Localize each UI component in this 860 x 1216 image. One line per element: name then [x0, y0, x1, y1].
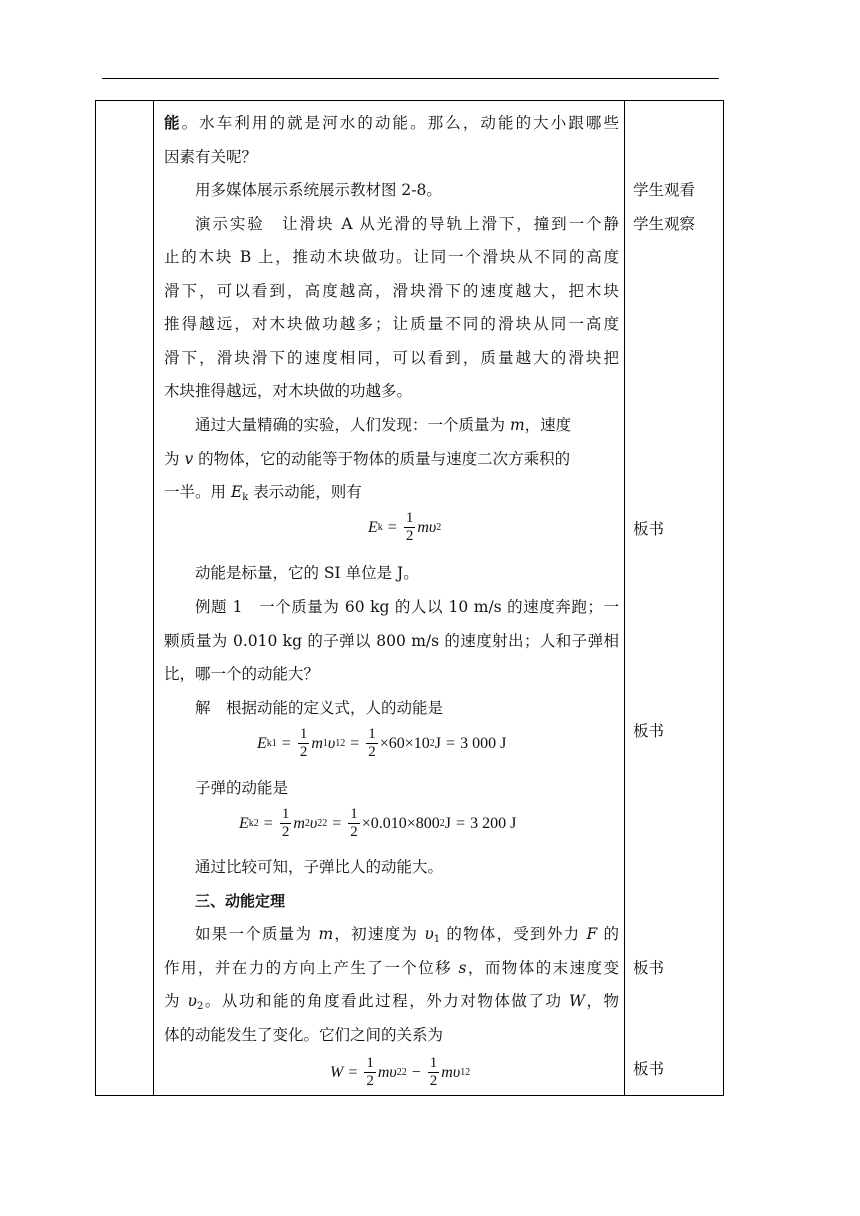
denominator: 2 [350, 824, 358, 840]
text: ，物 [584, 992, 619, 1010]
subscript: k [377, 522, 383, 533]
math-symbol: mυ [441, 1063, 461, 1081]
paragraph-line: 因素有关呢？ [164, 148, 258, 166]
text: 为 [164, 450, 185, 468]
side-note: 板书 [633, 520, 665, 538]
side-note: 学生观察 [633, 215, 696, 233]
paragraph-line: 滑下，可以看到，高度越高，滑块滑下的速度越大，把木块 [164, 282, 619, 300]
text: 如果一个质量为 [195, 925, 319, 943]
subscript: k2 [248, 818, 259, 829]
paragraph-line [164, 482, 362, 508]
text: 一半。用 [164, 483, 231, 501]
text: ，初速度为 [333, 925, 425, 943]
side-note: 板书 [633, 959, 665, 977]
operator: = [387, 518, 397, 536]
side-note: 板书 [633, 1060, 665, 1078]
fraction [348, 806, 360, 841]
subscript: 1 [335, 738, 341, 749]
operator: = [446, 734, 456, 752]
superscript: 2 [436, 522, 442, 533]
unit: J [444, 814, 452, 832]
paragraph-line: 例题 1 一个质量为 60 kg 的人以 10 m/s 的速度奔跑；一 [195, 598, 619, 616]
math-symbol: W [568, 992, 585, 1010]
text: ，而物体的末速度变 [466, 959, 619, 977]
subscript: 1 [322, 738, 328, 749]
operator: = [281, 734, 291, 752]
subscript: 1 [460, 1067, 466, 1078]
paragraph-line: 滑下，滑块滑下的速度相同，可以看到，质量越大的滑块把 [164, 349, 619, 367]
paragraph-line: 用多媒体展示系统展示教材图 2-8。 [195, 181, 442, 199]
math-symbol: υ [424, 925, 434, 943]
operator: = [263, 814, 273, 832]
paragraph-line: 动能是标量，它的 SI 单位是 J。 [195, 564, 419, 582]
math-symbol: s [458, 959, 467, 977]
operator: = [332, 814, 342, 832]
text: 的物体，受到外力 [440, 925, 587, 943]
superscript: 2 [401, 1067, 407, 1078]
math-symbol: m [318, 925, 334, 943]
fraction [298, 726, 310, 761]
fraction [404, 510, 416, 545]
subscript: 2 [396, 1067, 402, 1078]
column-divider-right [624, 100, 625, 1096]
math-symbol: mυ [377, 1063, 397, 1081]
superscript: 2 [340, 738, 346, 749]
math-symbol: E [230, 483, 243, 501]
math-symbol: mυ [417, 518, 437, 536]
formula-bullet-energy [239, 806, 516, 841]
paragraph-line: 解 根据动能的定义式，人的动能是 [195, 699, 444, 717]
result: 3 000 J [460, 734, 507, 752]
denominator: 2 [366, 1073, 374, 1089]
math-text: ×60×10 [379, 734, 430, 752]
operator: = [348, 1063, 358, 1081]
operator: = [350, 734, 360, 752]
denominator: 2 [281, 824, 290, 840]
text: 的物体，它的动能等于物体的质量与速度二次方乘积的 [193, 450, 571, 468]
text: 作用，并在力的方向上产生了一个位移 [164, 959, 459, 977]
paragraph-line: 体的动能发生了变化。它们之间的关系为 [164, 1026, 444, 1044]
fraction [280, 806, 292, 841]
math-symbol: E [368, 518, 378, 536]
text: 。水车利用的就是河水的动能。那么，动能的大小跟哪些 [181, 114, 619, 132]
paragraph-line [164, 991, 619, 1017]
subscript: 2 [304, 818, 310, 829]
paragraph-line: 演示实验 让滑块 A 从光滑的导轨上滑下，撞到一个静 [195, 215, 619, 233]
numerator: 1 [368, 726, 376, 742]
numerator: 1 [281, 806, 290, 822]
numerator: 1 [366, 1055, 374, 1071]
fraction [428, 1055, 440, 1090]
fraction [366, 726, 378, 761]
paragraph-line: 颗质量为 0.010 kg 的子弹以 800 m/s 的速度射出；人和子弹相 [164, 632, 619, 650]
formula-kinetic-energy [368, 510, 441, 545]
numerator: 1 [299, 726, 308, 742]
text: 表示动能，则有 [248, 483, 362, 501]
bold-term: 能 [164, 113, 182, 132]
subscript: 2 [317, 818, 323, 829]
paragraph-line: 推得越远，对木块做功越多；让质量不同的滑块从同一高度 [164, 315, 619, 333]
subscript: k [242, 492, 249, 503]
operator: = [456, 814, 466, 832]
math-symbol: m [293, 814, 305, 832]
superscript: 2 [465, 1067, 471, 1078]
math-symbol: υ [327, 734, 336, 752]
formula-work-energy-theorem [330, 1055, 470, 1090]
side-note: 板书 [633, 722, 665, 740]
unit: J [434, 734, 442, 752]
paragraph-line: 木块推得越远，对木块做的功越多。 [164, 382, 413, 400]
paragraph-line [195, 415, 571, 435]
numerator: 1 [405, 510, 414, 526]
text: 为 [164, 992, 188, 1010]
math-symbol: W [330, 1063, 344, 1081]
superscript: 2 [429, 738, 435, 749]
column-divider-left [153, 100, 154, 1096]
section-heading: 三、动能定理 [195, 892, 286, 910]
paragraph-line: 比，哪一个的动能大？ [164, 665, 320, 683]
superscript: 2 [322, 818, 328, 829]
formula-person-energy [257, 726, 506, 761]
denominator: 2 [429, 1073, 438, 1089]
denominator: 2 [405, 528, 414, 544]
paragraph-line: 子弹的动能是 [195, 779, 289, 797]
operator: − [411, 1063, 421, 1081]
subscript: k1 [266, 738, 277, 749]
math-symbol: υ [309, 814, 318, 832]
denominator: 2 [299, 744, 308, 760]
text: 的 [597, 925, 619, 943]
numerator: 1 [350, 806, 358, 822]
paragraph-line: 止的木块 B 上，推动木块做功。让同一个滑块从不同的高度 [164, 248, 619, 266]
side-note: 学生观看 [633, 181, 696, 199]
math-symbol: E [257, 734, 267, 752]
math-symbol: F [586, 925, 598, 943]
subscript: 1 [433, 934, 441, 945]
fraction [364, 1055, 376, 1090]
math-symbol: E [239, 814, 249, 832]
text: 。从功和能的角度看此过程，外力对物体做了功 [203, 992, 569, 1010]
header-rule [102, 78, 719, 79]
result: 3 200 J [470, 814, 517, 832]
paragraph-line [164, 449, 570, 469]
math-symbol: v [184, 450, 194, 468]
paragraph-line [164, 113, 619, 133]
paragraph-line [195, 924, 619, 950]
text: ，速度 [524, 416, 572, 434]
numerator: 1 [429, 1055, 438, 1071]
math-symbol: υ [187, 992, 197, 1010]
text: 通过大量精确的实验，人们发现：一个质量为 [195, 416, 510, 434]
math-symbol: m [509, 416, 525, 434]
paragraph-line [164, 958, 619, 978]
math-symbol: m [311, 734, 323, 752]
subscript: 2 [196, 1001, 204, 1012]
denominator: 2 [368, 744, 376, 760]
math-text: ×0.010×800 [361, 814, 440, 832]
superscript: 2 [439, 818, 445, 829]
paragraph-line: 通过比较可知，子弹比人的动能大。 [195, 858, 444, 876]
